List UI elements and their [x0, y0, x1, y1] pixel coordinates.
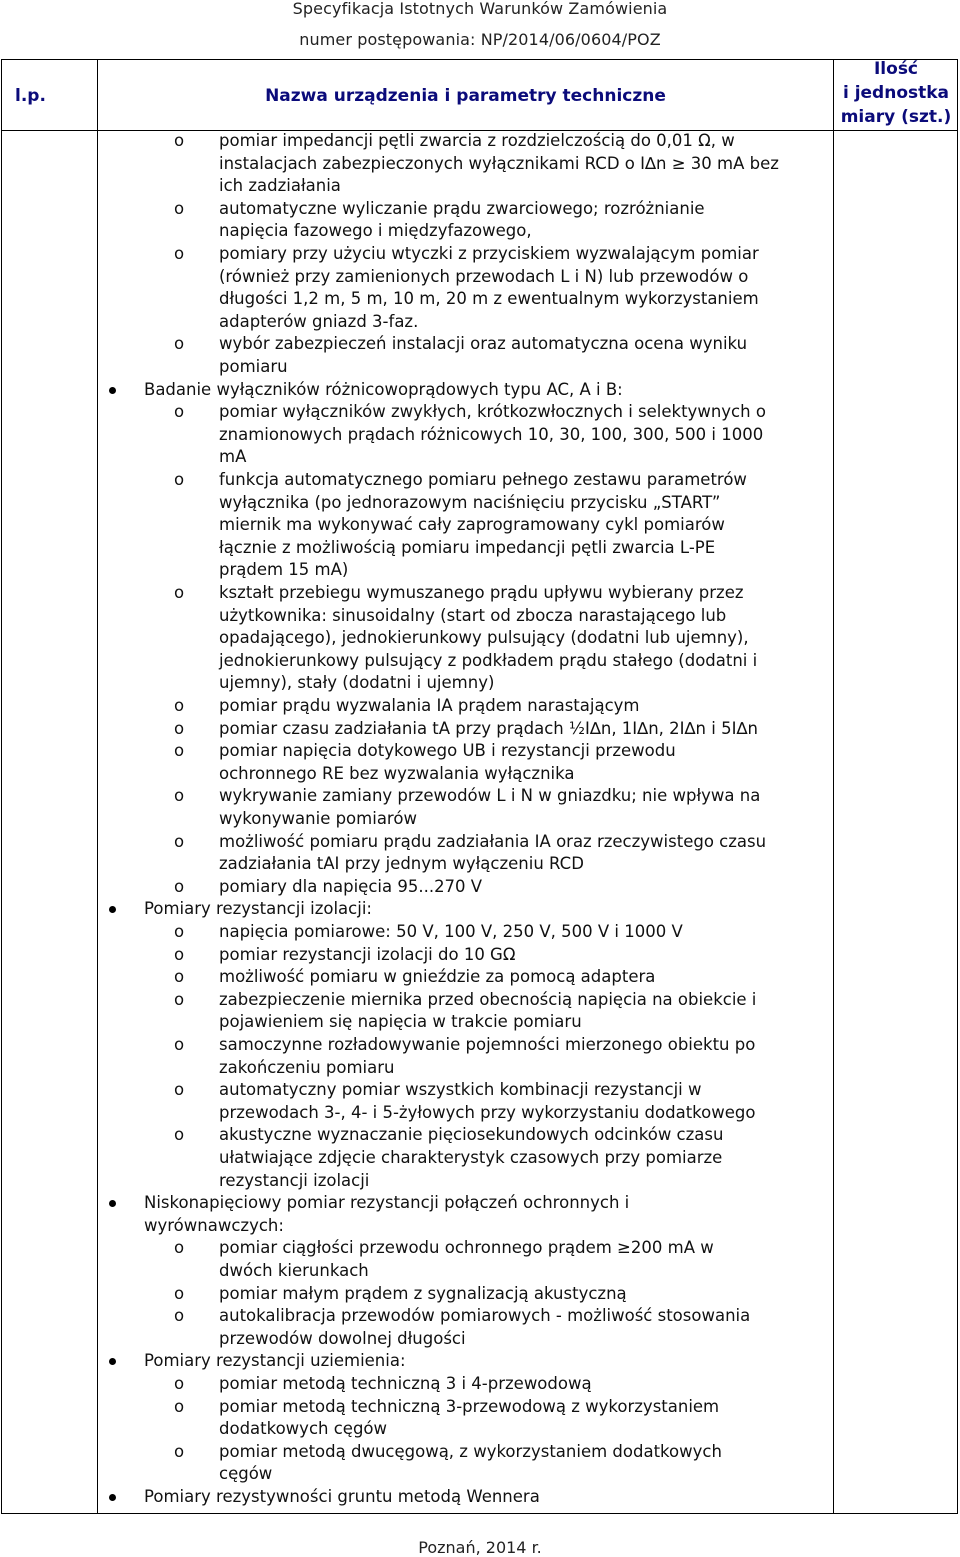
- spec-line: dodatkowych cęgów: [219, 1419, 388, 1439]
- sub-bullet-marker: o: [174, 989, 185, 1009]
- footer-place-date: Poznań, 2014 r.: [418, 1538, 542, 1557]
- sub-bullet-marker: o: [174, 1125, 185, 1145]
- sub-bullet-marker: o: [174, 131, 185, 150]
- spec-line: jednokierunkowy pulsujący z podkładem prądu stałego (dodatni i: [219, 650, 758, 670]
- column-header-quantity-line1: Ilość: [873, 59, 919, 79]
- spec-line: pomiar napięcia dotykowego UB i rezystancji przewodu: [219, 741, 676, 761]
- spec-line: pojawieniem się napięcia w trakcie pomiaru: [219, 1012, 582, 1032]
- spec-line: wykonywanie pomiarów: [219, 809, 417, 828]
- spec-section-heading: Pomiary rezystancji uziemienia:: [144, 1351, 406, 1371]
- spec-line: pomiaru: [219, 357, 288, 376]
- sub-bullet-marker: o: [174, 1396, 185, 1416]
- sub-bullet-marker: o: [174, 1283, 185, 1303]
- spec-line: dwóch kierunkach: [219, 1261, 369, 1280]
- spec-line: łącznie z możliwością pomiaru impedancji pętli zwarcia L-PE: [219, 537, 716, 557]
- sub-bullet-marker: o: [174, 1238, 185, 1258]
- spec-line: pomiar metodą techniczną 3 i 4-przewodową: [219, 1374, 592, 1393]
- spec-line: znamionowych prądach różnicowych 10, 30, 100, 300, 500 i 1000: [219, 424, 764, 444]
- column-header-lp: l.p.: [15, 86, 46, 106]
- spec-line: pomiary dla napięcia 95...270 V: [219, 876, 483, 896]
- spec-line: możliwość pomiaru w gnieździe za pomocą adaptera: [219, 967, 656, 987]
- spec-line: pomiar metodą dwucęgową, z wykorzystaniem dodatkowych: [219, 1441, 722, 1461]
- spec-line: (również przy zamienionych przewodach L i N) lub przewodów o: [219, 266, 749, 286]
- spec-line: akustyczne wyznaczanie pięciosekundowych odcinków czasu: [219, 1125, 724, 1145]
- sub-bullet-marker: o: [174, 244, 185, 263]
- spec-line: samoczynne rozładowywanie pojemności mierzonego obiektu po: [219, 1035, 756, 1054]
- spec-line: pomiar wyłączników zwykłych, krótkozwłocznych i selektywnych o: [219, 402, 766, 422]
- spec-line: pomiar rezystancji izolacji do 10 GΩ: [219, 944, 516, 964]
- spec-line: mA: [219, 447, 247, 467]
- spec-line: pomiar impedancji pętli zwarcia z rozdzielczością do 0,01 Ω, w: [219, 131, 735, 150]
- spec-line: wyrównawczych:: [144, 1215, 284, 1235]
- bullet-icon: [109, 387, 116, 394]
- spec-line: użytkownika: sinusoidalny (start od zbocza narastającego lub: [219, 605, 727, 625]
- bullet-icon: [109, 906, 116, 913]
- spec-line: pomiar małym prądem z sygnalizacją akustyczną: [219, 1283, 627, 1303]
- spec-section-heading: Pomiary rezystywności gruntu metodą Wennera: [144, 1487, 540, 1506]
- spec-line: przewodów dowolnej długości: [219, 1328, 466, 1348]
- sub-bullet-marker: o: [174, 831, 185, 851]
- spec-line: zakończeniu pomiaru: [219, 1057, 395, 1077]
- spec-line: miernik ma wykonywać cały zaprogramowany cykl pomiarów: [219, 515, 725, 535]
- procedure-number: numer postępowania: NP/2014/06/0604/POZ: [299, 30, 661, 49]
- sub-bullet-marker: o: [174, 1441, 185, 1461]
- bullet-icon: [109, 1200, 116, 1207]
- spec-line: ochronnego RE bez wyzwalania wyłącznika: [219, 763, 575, 783]
- sub-bullet-marker: o: [174, 1306, 185, 1326]
- bullet-icon: [109, 1494, 116, 1501]
- spec-line: zadziałania tAI przy jednym wyłączeniu RCD: [219, 854, 584, 874]
- sub-bullet-marker: o: [174, 402, 185, 422]
- spec-line: ujemny), stały (dodatni i ujemny): [219, 673, 495, 693]
- spec-section-heading: Badanie wyłączników różnicowoprądowych typu AC, A i B:: [144, 379, 623, 399]
- spec-line: przewodach 3-, 4- i 5-żyłowych przy wykorzystaniu dodatkowego: [219, 1102, 756, 1122]
- spec-line: pomiar czasu zadziałania tA przy prądach ½I∆n, 1I∆n, 2I∆n i 5I∆n: [219, 718, 758, 738]
- spec-line: możliwość pomiaru prądu zadziałania IA oraz rzeczywistego czasu: [219, 831, 767, 851]
- spec-line: pomiar ciągłości przewodu ochronnego prądem ≥200 mA w: [219, 1238, 714, 1258]
- column-header-quantity: [834, 57, 958, 129]
- sub-bullet-marker: o: [174, 922, 185, 941]
- column-header-quantity-line2: i jednostka: [842, 83, 950, 103]
- spec-header-title: Specyfikacja Istotnych Warunków Zamówienia: [292, 0, 668, 18]
- spec-line: funkcja automatycznego pomiaru pełnego zestawu parametrów: [219, 470, 747, 489]
- sub-bullet-marker: o: [174, 470, 185, 489]
- spec-line: autokalibracja przewodów pomiarowych - możliwość stosowania: [219, 1306, 751, 1326]
- spec-line: wybór zabezpieczeń instalacji oraz automatyczna ocena wyniku: [219, 334, 748, 354]
- spec-line: ułatwiające zdjęcie charakterystyk czasowych przy pomiarze: [219, 1148, 723, 1167]
- sub-bullet-marker: o: [174, 583, 185, 602]
- spec-section-heading: Niskonapięciowy pomiar rezystancji połączeń ochronnych i: [144, 1193, 630, 1213]
- sub-bullet-marker: o: [174, 1080, 185, 1100]
- column-header-name: Nazwa urządzenia i parametry techniczne: [265, 86, 666, 106]
- column-divider-2: [833, 60, 834, 1513]
- spec-line: wyłącznika (po jednorazowym naciśnięciu przycisku „START”: [219, 492, 721, 512]
- column-header-quantity-line3: miary (szt.): [840, 107, 952, 127]
- sub-bullet-marker: o: [174, 944, 185, 964]
- spec-line: napięcia pomiarowe: 50 V, 100 V, 250 V, 500 V i 1000 V: [219, 922, 683, 941]
- spec-line: pomiary przy użyciu wtyczki z przyciskiem wyzwalającym pomiar: [219, 244, 759, 263]
- spec-line: rezystancji izolacji: [219, 1170, 370, 1190]
- bullet-icon: [109, 1358, 116, 1365]
- spec-line: prądem 15 mA): [219, 560, 349, 580]
- sub-bullet-marker: o: [174, 967, 185, 987]
- spec-line: automatyczny pomiar wszystkich kombinacji rezystancji w: [219, 1080, 702, 1100]
- spec-line: kształt przebiegu wymuszanego prądu upływu wybierany przez: [219, 583, 744, 602]
- spec-line: ich zadziałania: [219, 176, 341, 196]
- sub-bullet-marker: o: [174, 334, 185, 354]
- spec-line: pomiar metodą techniczną 3-przewodową z wykorzystaniem: [219, 1396, 720, 1416]
- spec-line: instalacjach zabezpieczonych wyłącznikami RCD o I∆n ≥ 30 mA bez: [219, 153, 779, 173]
- spec-section-heading: Pomiary rezystancji izolacji:: [144, 899, 372, 919]
- sub-bullet-marker: o: [174, 786, 185, 806]
- sub-bullet-marker: o: [174, 1035, 185, 1054]
- sub-bullet-marker: o: [174, 718, 185, 738]
- sub-bullet-marker: o: [174, 1374, 185, 1393]
- spec-line: opadającego), jednokierunkowy pulsujący (dodatni lub ujemny),: [219, 628, 749, 648]
- spec-line: automatyczne wyliczanie prądu zwarciowego; rozróżnianie: [219, 198, 705, 218]
- spec-line: wykrywanie zamiany przewodów L i N w gniazdku; nie wpływa na: [219, 786, 761, 806]
- spec-line: pomiar prądu wyzwalania IA prądem narastającym: [219, 696, 640, 715]
- spec-table: [1, 59, 958, 1514]
- sub-bullet-marker: o: [174, 741, 185, 761]
- spec-line: zabezpieczenie miernika przed obecnością napięcia na obiekcie i: [219, 989, 757, 1009]
- sub-bullet-marker: o: [174, 876, 185, 896]
- spec-line: cęgów: [219, 1464, 273, 1484]
- column-divider-1: [97, 60, 98, 1513]
- spec-line: adapterów gniazd 3-faz.: [219, 311, 419, 331]
- sub-bullet-marker: o: [174, 696, 185, 715]
- sub-bullet-marker: o: [174, 198, 185, 218]
- spec-line: długości 1,2 m, 5 m, 10 m, 20 m z ewentualnym wykorzystaniem: [219, 289, 759, 309]
- spec-line: napięcia fazowego i międzyfazowego,: [219, 221, 532, 241]
